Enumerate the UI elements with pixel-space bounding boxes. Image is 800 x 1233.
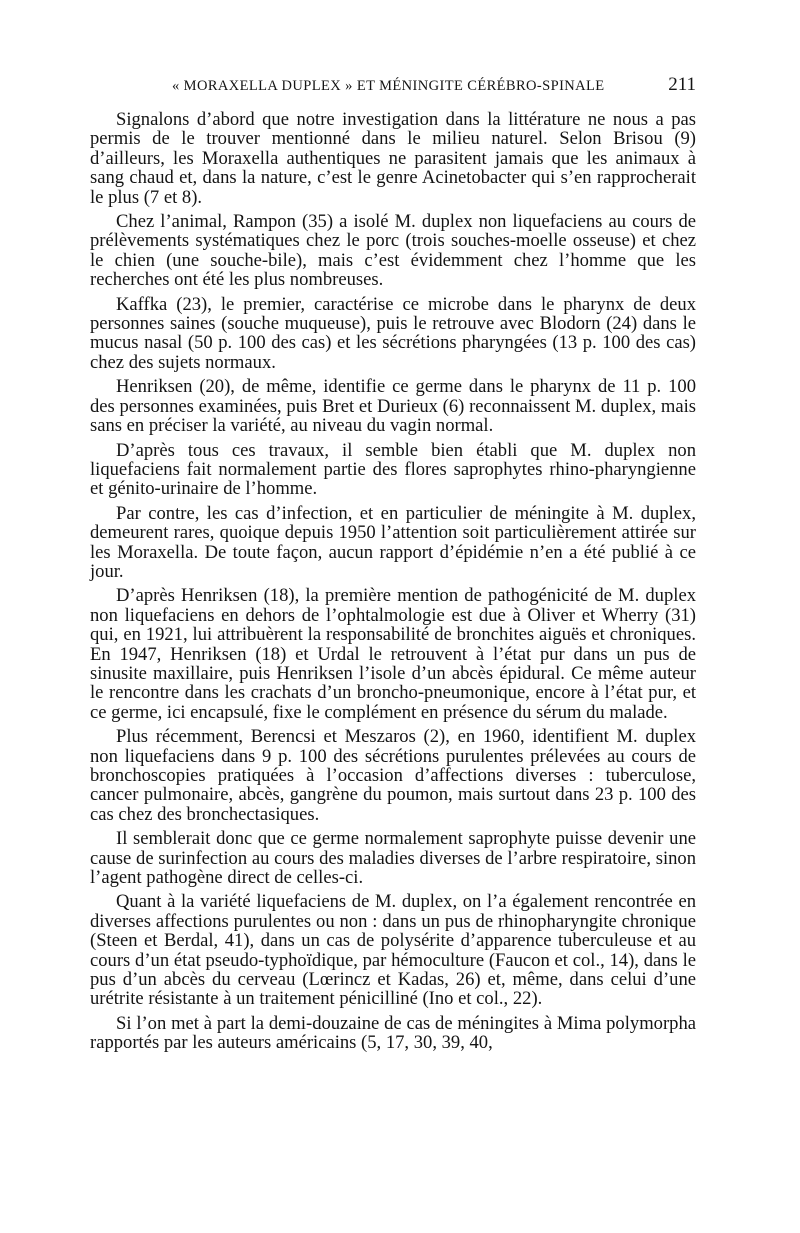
paragraph: Kaffka (23), le premier, caractérise ce microbe dans le pharynx de deux personnes saines (souche muqueuse), puis le retrouve avec Blodorn (24) dans le mucus nasal (50 p. 100 des cas) et les sécrétions pharyngées (13 p. 100 des cas) chez des sujets normaux.: [90, 293, 696, 373]
paragraph: Plus récemment, Berencsi et Meszaros (2), en 1960, identifient M. duplex non liquefaciens dans 9 p. 100 des sécrétions purulentes prélevées au cours de bronchoscopies pratiquées à l’occasion d’affections diverses : tuberculose, cancer pulmonaire, abcès, gangrène du poumon, mais surtout dans 23 p. 100 des cas chez des bronchectasiques.: [90, 726, 696, 825]
paragraph: D’après tous ces travaux, il semble bien établi que M. duplex non liquefaciens fait normalement partie des flores saprophytes rhino-pharyngienne et génito-urinaire de l’homme.: [90, 439, 696, 500]
paragraph: Henriksen (20), de même, identifie ce germe dans le pharynx de 11 p. 100 des personnes examinées, puis Bret et Durieux (6) reconnaissent M. duplex, mais sans en préciser la variété, au niveau du vagin normal.: [90, 376, 696, 437]
paragraph: Si l’on met à part la demi-douzaine de cas de méningites à Mima polymorpha rapportés par les auteurs américains (5, 17, 30, 39, 40,: [90, 1012, 696, 1054]
paragraph: Chez l’animal, Rampon (35) a isolé M. duplex non liquefaciens au cours de prélèvements systématiques chez le porc (trois souches-moelle osseuse) et chez le chien (une souche-bile), mais c’est évidemment chez l’homme que les recherches ont été les plus nombreuses.: [90, 211, 696, 291]
paragraph: Signalons d’abord que notre investigation dans la littérature ne nous a pas permis de le trouver mentionné dans le milieu naturel. Selon Brisou (9) d’ailleurs, les Moraxella authentiques ne parasitent jamais que les animaux à sang chaud et, dans la nature, c’est le genre Acinetobacter qui s’en rapprocherait le plus (7 et 8).: [90, 109, 696, 208]
running-head: [90, 74, 696, 96]
paragraph: Par contre, les cas d’infection, et en particulier de méningite à M. duplex, demeurent rares, quoique depuis 1950 l’attention soit particulièrement attirée sur les Moraxella. De toute façon, aucun rapport d’épidémie n’en a été publié à ce jour.: [90, 502, 696, 582]
paragraph: D’après Henriksen (18), la première mention de pathogénicité de M. duplex non liquefaciens en dehors de l’ophtalmologie est due à Oliver et Wherry (31) qui, en 1921, lui attribuèrent la responsabilité de bronchites aiguës et chroniques. En 1947, Henriksen (18) et Urdal le retrouvent à l’état pur dans un pus de sinusite maxillaire, puis Henriksen l’isole d’un abcès épidural. Ce même auteur le rencontre dans les crachats d’un broncho-pneumonique, encore à l’état pur, et ce germe, ici encapsulé, fixe le complément en présence du sérum du malade.: [90, 585, 696, 723]
paragraph: Il semblerait donc que ce germe normalement saprophyte puisse devenir une cause de surinfection au cours des maladies diverses de l’arbre respiratoire, sinon l’agent pathogène direct de celles-ci.: [90, 828, 696, 889]
paragraph: Quant à la variété liquefaciens de M. duplex, on l’a également rencontrée en diverses affections purulentes ou non : dans un pus de rhinopharyngite chronique (Steen et Berdal, 41), dans un cas de polysérite d’apparence tuberculeuse et au cours d’un état pseudo-typhoïdique, par hémoculture (Faucon et col., 14), dans le pus d’un abcès du cerveau (Lœrincz et Kadas, 26) et, même, dans celui d’une urétrite résistante à un traitement pénicilliné (Ino et col., 22).: [90, 891, 696, 1010]
page-number: 211: [668, 74, 696, 95]
body-text: [90, 110, 696, 1053]
running-title: « MORAXELLA DUPLEX » ET MÉNINGITE CÉRÉBRO-SPINALE: [172, 78, 605, 94]
